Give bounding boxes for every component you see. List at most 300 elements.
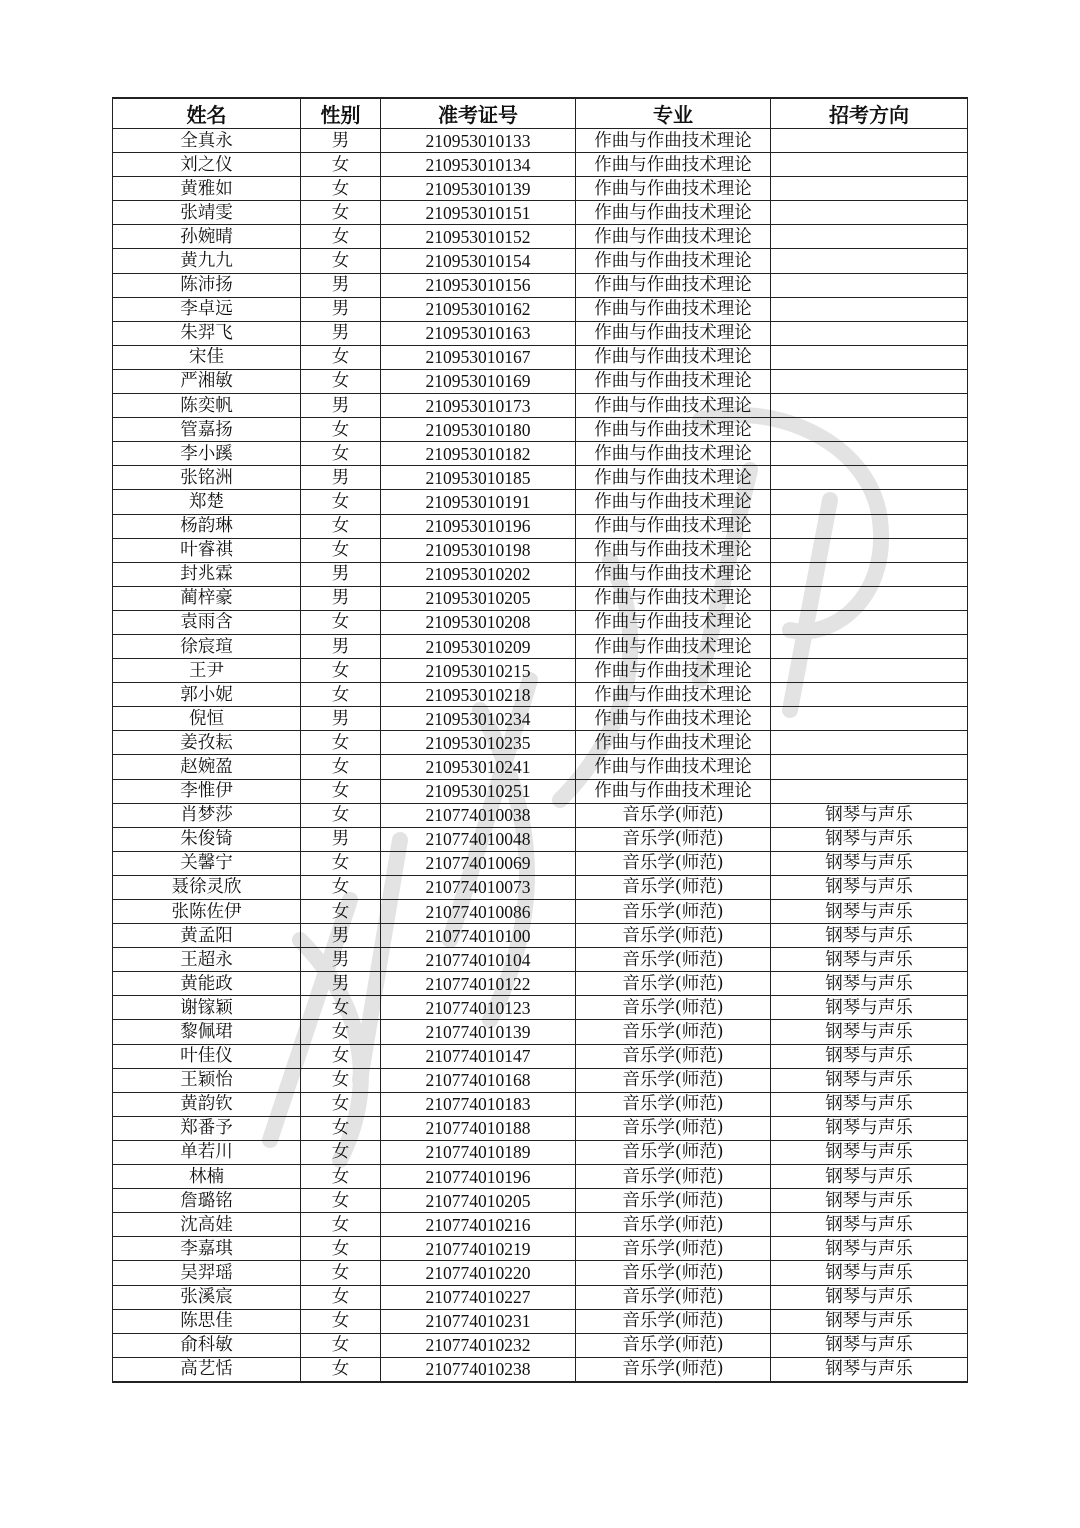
cell-exam-number: 210953010151 [381, 201, 576, 225]
cell-name: 聂徐灵欣 [113, 875, 301, 899]
cell-exam-number: 210774010073 [381, 875, 576, 899]
cell-major: 音乐学(师范) [576, 1189, 771, 1213]
cell-name: 林楠 [113, 1165, 301, 1189]
table-row [113, 1020, 968, 1044]
cell-major: 音乐学(师范) [576, 1165, 771, 1189]
cell-direction: 钢琴与声乐 [771, 1261, 968, 1285]
cell-major: 作曲与作曲技术理论 [576, 755, 771, 779]
table-row [113, 129, 968, 153]
table-row [113, 1309, 968, 1333]
table-row [113, 538, 968, 562]
cell-major: 作曲与作曲技术理论 [576, 490, 771, 514]
cell-major: 作曲与作曲技术理论 [576, 321, 771, 345]
cell-gender: 女 [301, 345, 381, 369]
cell-name: 关馨宁 [113, 851, 301, 875]
cell-name: 黄雅如 [113, 177, 301, 201]
cell-major: 作曲与作曲技术理论 [576, 418, 771, 442]
cell-exam-number: 210953010208 [381, 610, 576, 634]
cell-direction: 钢琴与声乐 [771, 924, 968, 948]
cell-name: 叶佳仪 [113, 1044, 301, 1068]
cell-exam-number: 210774010122 [381, 972, 576, 996]
header-name: 姓名 [113, 98, 301, 129]
cell-major: 作曲与作曲技术理论 [576, 779, 771, 803]
cell-exam-number: 210774010238 [381, 1357, 576, 1382]
cell-major: 音乐学(师范) [576, 1068, 771, 1092]
cell-direction [771, 466, 968, 490]
cell-gender: 男 [301, 972, 381, 996]
cell-direction: 钢琴与声乐 [771, 900, 968, 924]
cell-direction: 钢琴与声乐 [771, 996, 968, 1020]
cell-exam-number: 210953010185 [381, 466, 576, 490]
cell-gender: 男 [301, 924, 381, 948]
cell-name: 谢镓颖 [113, 996, 301, 1020]
cell-direction [771, 249, 968, 273]
table-row [113, 297, 968, 321]
cell-direction [771, 562, 968, 586]
cell-direction: 钢琴与声乐 [771, 1092, 968, 1116]
cell-exam-number: 210774010086 [381, 900, 576, 924]
cell-exam-number: 210774010189 [381, 1140, 576, 1164]
cell-exam-number: 210774010232 [381, 1333, 576, 1357]
cell-name: 徐宸瑄 [113, 634, 301, 658]
table-row [113, 996, 968, 1020]
table-row [113, 394, 968, 418]
cell-name: 陈思佳 [113, 1309, 301, 1333]
cell-exam-number: 210774010038 [381, 803, 576, 827]
cell-gender: 女 [301, 731, 381, 755]
cell-name: 陈奕帆 [113, 394, 301, 418]
cell-major: 音乐学(师范) [576, 1309, 771, 1333]
cell-name: 沈高娃 [113, 1213, 301, 1237]
cell-gender: 女 [301, 1189, 381, 1213]
cell-gender: 男 [301, 321, 381, 345]
cell-gender: 女 [301, 1140, 381, 1164]
cell-gender: 女 [301, 1116, 381, 1140]
cell-major: 音乐学(师范) [576, 996, 771, 1020]
cell-name: 倪恒 [113, 707, 301, 731]
cell-direction [771, 755, 968, 779]
cell-major: 作曲与作曲技术理论 [576, 466, 771, 490]
cell-name: 姜孜耘 [113, 731, 301, 755]
cell-gender: 男 [301, 273, 381, 297]
table-row [113, 1261, 968, 1285]
cell-direction [771, 321, 968, 345]
table-row [113, 659, 968, 683]
cell-name: 黄韵钦 [113, 1092, 301, 1116]
cell-gender: 女 [301, 490, 381, 514]
cell-major: 音乐学(师范) [576, 1092, 771, 1116]
cell-name: 叶睿祺 [113, 538, 301, 562]
cell-name: 宋佳 [113, 345, 301, 369]
cell-name: 袁雨含 [113, 610, 301, 634]
roster-body [113, 129, 968, 1382]
cell-gender: 男 [301, 707, 381, 731]
cell-gender: 女 [301, 201, 381, 225]
table-row [113, 779, 968, 803]
cell-direction [771, 418, 968, 442]
cell-direction [771, 201, 968, 225]
cell-gender: 女 [301, 1068, 381, 1092]
table-row [113, 369, 968, 393]
cell-name: 王尹 [113, 659, 301, 683]
cell-name: 郑番予 [113, 1116, 301, 1140]
table-row [113, 610, 968, 634]
cell-gender: 女 [301, 610, 381, 634]
cell-direction [771, 442, 968, 466]
cell-gender: 女 [301, 418, 381, 442]
cell-major: 作曲与作曲技术理论 [576, 273, 771, 297]
cell-gender: 男 [301, 466, 381, 490]
cell-major: 音乐学(师范) [576, 924, 771, 948]
cell-direction [771, 345, 968, 369]
table-row [113, 803, 968, 827]
cell-gender: 女 [301, 1261, 381, 1285]
cell-name: 严湘敏 [113, 369, 301, 393]
table-row [113, 827, 968, 851]
cell-exam-number: 210774010227 [381, 1285, 576, 1309]
cell-name: 孙婉晴 [113, 225, 301, 249]
cell-name: 杨韵琳 [113, 514, 301, 538]
cell-exam-number: 210774010220 [381, 1261, 576, 1285]
cell-gender: 男 [301, 586, 381, 610]
table-row [113, 851, 968, 875]
cell-name: 李小蹊 [113, 442, 301, 466]
cell-major: 作曲与作曲技术理论 [576, 297, 771, 321]
cell-major: 作曲与作曲技术理论 [576, 659, 771, 683]
cell-major: 音乐学(师范) [576, 1044, 771, 1068]
cell-gender: 男 [301, 394, 381, 418]
cell-gender: 女 [301, 1333, 381, 1357]
cell-name: 单若川 [113, 1140, 301, 1164]
cell-exam-number: 210953010134 [381, 153, 576, 177]
cell-major: 作曲与作曲技术理论 [576, 538, 771, 562]
table-row [113, 1044, 968, 1068]
cell-major: 作曲与作曲技术理论 [576, 442, 771, 466]
cell-exam-number: 210774010104 [381, 948, 576, 972]
cell-major: 作曲与作曲技术理论 [576, 586, 771, 610]
cell-major: 作曲与作曲技术理论 [576, 369, 771, 393]
cell-name: 李惟伊 [113, 779, 301, 803]
cell-major: 作曲与作曲技术理论 [576, 610, 771, 634]
cell-gender: 女 [301, 900, 381, 924]
cell-exam-number: 210774010123 [381, 996, 576, 1020]
cell-major: 音乐学(师范) [576, 900, 771, 924]
cell-direction [771, 273, 968, 297]
cell-name: 李嘉琪 [113, 1237, 301, 1261]
cell-major: 音乐学(师范) [576, 972, 771, 996]
cell-gender: 女 [301, 875, 381, 899]
cell-direction: 钢琴与声乐 [771, 875, 968, 899]
cell-name: 黎佩珺 [113, 1020, 301, 1044]
cell-major: 作曲与作曲技术理论 [576, 345, 771, 369]
table-row [113, 249, 968, 273]
cell-name: 封兆霖 [113, 562, 301, 586]
cell-major: 音乐学(师范) [576, 1140, 771, 1164]
cell-gender: 女 [301, 1020, 381, 1044]
cell-exam-number: 210953010180 [381, 418, 576, 442]
cell-gender: 女 [301, 442, 381, 466]
cell-direction: 钢琴与声乐 [771, 803, 968, 827]
cell-direction: 钢琴与声乐 [771, 827, 968, 851]
table-row [113, 490, 968, 514]
header-gender: 性别 [301, 98, 381, 129]
cell-exam-number: 210953010139 [381, 177, 576, 201]
cell-name: 朱羿飞 [113, 321, 301, 345]
cell-direction: 钢琴与声乐 [771, 1165, 968, 1189]
cell-name: 黄能政 [113, 972, 301, 996]
header-major: 专业 [576, 98, 771, 129]
cell-major: 作曲与作曲技术理论 [576, 731, 771, 755]
cell-direction: 钢琴与声乐 [771, 1285, 968, 1309]
cell-name: 李卓远 [113, 297, 301, 321]
table-row [113, 201, 968, 225]
cell-major: 音乐学(师范) [576, 803, 771, 827]
cell-gender: 男 [301, 297, 381, 321]
cell-gender: 女 [301, 755, 381, 779]
cell-exam-number: 210774010219 [381, 1237, 576, 1261]
table-row [113, 707, 968, 731]
cell-major: 音乐学(师范) [576, 1285, 771, 1309]
cell-exam-number: 210774010231 [381, 1309, 576, 1333]
cell-exam-number: 210774010216 [381, 1213, 576, 1237]
table-row [113, 755, 968, 779]
cell-major: 音乐学(师范) [576, 1333, 771, 1357]
cell-exam-number: 210953010235 [381, 731, 576, 755]
cell-name: 赵婉盈 [113, 755, 301, 779]
cell-direction: 钢琴与声乐 [771, 948, 968, 972]
cell-direction [771, 153, 968, 177]
cell-direction [771, 731, 968, 755]
cell-name: 黄九九 [113, 249, 301, 273]
table-row [113, 1357, 968, 1382]
cell-direction: 钢琴与声乐 [771, 851, 968, 875]
cell-name: 郑楚 [113, 490, 301, 514]
cell-gender: 男 [301, 129, 381, 153]
table-row [113, 225, 968, 249]
cell-exam-number: 210953010251 [381, 779, 576, 803]
cell-name: 张陈佐伊 [113, 900, 301, 924]
cell-major: 作曲与作曲技术理论 [576, 707, 771, 731]
cell-direction [771, 177, 968, 201]
cell-direction: 钢琴与声乐 [771, 972, 968, 996]
table-row [113, 1116, 968, 1140]
cell-exam-number: 210953010152 [381, 225, 576, 249]
cell-gender: 女 [301, 779, 381, 803]
cell-major: 作曲与作曲技术理论 [576, 634, 771, 658]
cell-direction [771, 225, 968, 249]
cell-exam-number: 210953010156 [381, 273, 576, 297]
cell-exam-number: 210953010234 [381, 707, 576, 731]
cell-direction [771, 659, 968, 683]
cell-exam-number: 210953010198 [381, 538, 576, 562]
cell-direction [771, 586, 968, 610]
cell-name: 高艺恬 [113, 1357, 301, 1382]
cell-direction [771, 490, 968, 514]
cell-direction [771, 394, 968, 418]
table-row [113, 1237, 968, 1261]
cell-exam-number: 210953010218 [381, 683, 576, 707]
cell-gender: 女 [301, 1165, 381, 1189]
table-row [113, 924, 968, 948]
cell-name: 朱俊锜 [113, 827, 301, 851]
cell-direction: 钢琴与声乐 [771, 1044, 968, 1068]
cell-direction [771, 779, 968, 803]
cell-gender: 女 [301, 249, 381, 273]
cell-gender: 女 [301, 1044, 381, 1068]
table-row [113, 418, 968, 442]
cell-exam-number: 210953010173 [381, 394, 576, 418]
cell-exam-number: 210774010168 [381, 1068, 576, 1092]
cell-direction: 钢琴与声乐 [771, 1020, 968, 1044]
cell-direction [771, 683, 968, 707]
cell-exam-number: 210774010205 [381, 1189, 576, 1213]
cell-major: 作曲与作曲技术理论 [576, 683, 771, 707]
cell-direction: 钢琴与声乐 [771, 1333, 968, 1357]
cell-direction [771, 634, 968, 658]
cell-gender: 女 [301, 225, 381, 249]
cell-major: 作曲与作曲技术理论 [576, 129, 771, 153]
cell-exam-number: 210953010182 [381, 442, 576, 466]
cell-exam-number: 210953010133 [381, 129, 576, 153]
cell-gender: 女 [301, 803, 381, 827]
cell-exam-number: 210774010196 [381, 1165, 576, 1189]
table-row [113, 634, 968, 658]
cell-exam-number: 210953010191 [381, 490, 576, 514]
cell-direction: 钢琴与声乐 [771, 1116, 968, 1140]
header-exam-number: 准考证号 [381, 98, 576, 129]
cell-exam-number: 210953010162 [381, 297, 576, 321]
cell-gender: 女 [301, 1309, 381, 1333]
cell-exam-number: 210774010188 [381, 1116, 576, 1140]
table-row [113, 683, 968, 707]
cell-direction: 钢琴与声乐 [771, 1140, 968, 1164]
table-row [113, 1165, 968, 1189]
table-row [113, 948, 968, 972]
cell-exam-number: 210953010163 [381, 321, 576, 345]
cell-gender: 女 [301, 996, 381, 1020]
cell-gender: 女 [301, 1357, 381, 1382]
cell-direction: 钢琴与声乐 [771, 1309, 968, 1333]
table-row [113, 900, 968, 924]
cell-major: 作曲与作曲技术理论 [576, 153, 771, 177]
table-row [113, 972, 968, 996]
cell-direction [771, 129, 968, 153]
cell-gender: 女 [301, 1285, 381, 1309]
cell-name: 张铭洲 [113, 466, 301, 490]
cell-major: 作曲与作曲技术理论 [576, 249, 771, 273]
cell-name: 张溪宸 [113, 1285, 301, 1309]
cell-direction: 钢琴与声乐 [771, 1237, 968, 1261]
table-row [113, 345, 968, 369]
cell-gender: 女 [301, 659, 381, 683]
table-row [113, 1068, 968, 1092]
cell-name: 俞科敏 [113, 1333, 301, 1357]
cell-major: 音乐学(师范) [576, 1116, 771, 1140]
table-row [113, 442, 968, 466]
cell-gender: 男 [301, 827, 381, 851]
cell-gender: 男 [301, 562, 381, 586]
cell-exam-number: 210953010167 [381, 345, 576, 369]
cell-exam-number: 210774010048 [381, 827, 576, 851]
cell-exam-number: 210953010169 [381, 369, 576, 393]
table-row [113, 466, 968, 490]
cell-direction [771, 707, 968, 731]
cell-major: 音乐学(师范) [576, 948, 771, 972]
header-direction: 招考方向 [771, 98, 968, 129]
cell-exam-number: 210953010154 [381, 249, 576, 273]
cell-name: 郭小妮 [113, 683, 301, 707]
table-row [113, 731, 968, 755]
cell-gender: 男 [301, 948, 381, 972]
cell-exam-number: 210953010196 [381, 514, 576, 538]
table-row [113, 273, 968, 297]
cell-major: 作曲与作曲技术理论 [576, 201, 771, 225]
cell-gender: 女 [301, 177, 381, 201]
table-row [113, 514, 968, 538]
table-row [113, 875, 968, 899]
cell-major: 作曲与作曲技术理论 [576, 562, 771, 586]
table-row [113, 1140, 968, 1164]
cell-major: 音乐学(师范) [576, 827, 771, 851]
cell-exam-number: 210774010100 [381, 924, 576, 948]
cell-gender: 女 [301, 683, 381, 707]
table-row [113, 177, 968, 201]
cell-major: 音乐学(师范) [576, 1020, 771, 1044]
cell-exam-number: 210953010202 [381, 562, 576, 586]
cell-direction: 钢琴与声乐 [771, 1189, 968, 1213]
header-row [113, 98, 968, 129]
table-row [113, 562, 968, 586]
cell-major: 音乐学(师范) [576, 1213, 771, 1237]
cell-gender: 女 [301, 514, 381, 538]
cell-name: 肖梦莎 [113, 803, 301, 827]
cell-major: 音乐学(师范) [576, 1357, 771, 1382]
cell-gender: 女 [301, 369, 381, 393]
cell-major: 音乐学(师范) [576, 851, 771, 875]
cell-major: 作曲与作曲技术理论 [576, 177, 771, 201]
cell-exam-number: 210953010205 [381, 586, 576, 610]
table-row [113, 586, 968, 610]
cell-name: 陈沛扬 [113, 273, 301, 297]
table-row [113, 1333, 968, 1357]
cell-direction [771, 369, 968, 393]
cell-exam-number: 210774010069 [381, 851, 576, 875]
admission-roster-table [112, 97, 968, 1383]
cell-exam-number: 210953010209 [381, 634, 576, 658]
cell-major: 作曲与作曲技术理论 [576, 514, 771, 538]
cell-gender: 女 [301, 851, 381, 875]
cell-name: 王超永 [113, 948, 301, 972]
cell-major: 作曲与作曲技术理论 [576, 394, 771, 418]
cell-exam-number: 210774010147 [381, 1044, 576, 1068]
table-row [113, 1213, 968, 1237]
cell-exam-number: 210774010183 [381, 1092, 576, 1116]
cell-direction: 钢琴与声乐 [771, 1357, 968, 1382]
table-row [113, 153, 968, 177]
cell-name: 蔺梓豪 [113, 586, 301, 610]
cell-name: 王颖怡 [113, 1068, 301, 1092]
table-row [113, 1092, 968, 1116]
cell-direction [771, 538, 968, 562]
cell-gender: 女 [301, 538, 381, 562]
cell-name: 张靖雯 [113, 201, 301, 225]
cell-gender: 女 [301, 1237, 381, 1261]
table-row [113, 321, 968, 345]
cell-exam-number: 210953010215 [381, 659, 576, 683]
cell-gender: 男 [301, 634, 381, 658]
cell-name: 黄孟阳 [113, 924, 301, 948]
cell-name: 全真永 [113, 129, 301, 153]
